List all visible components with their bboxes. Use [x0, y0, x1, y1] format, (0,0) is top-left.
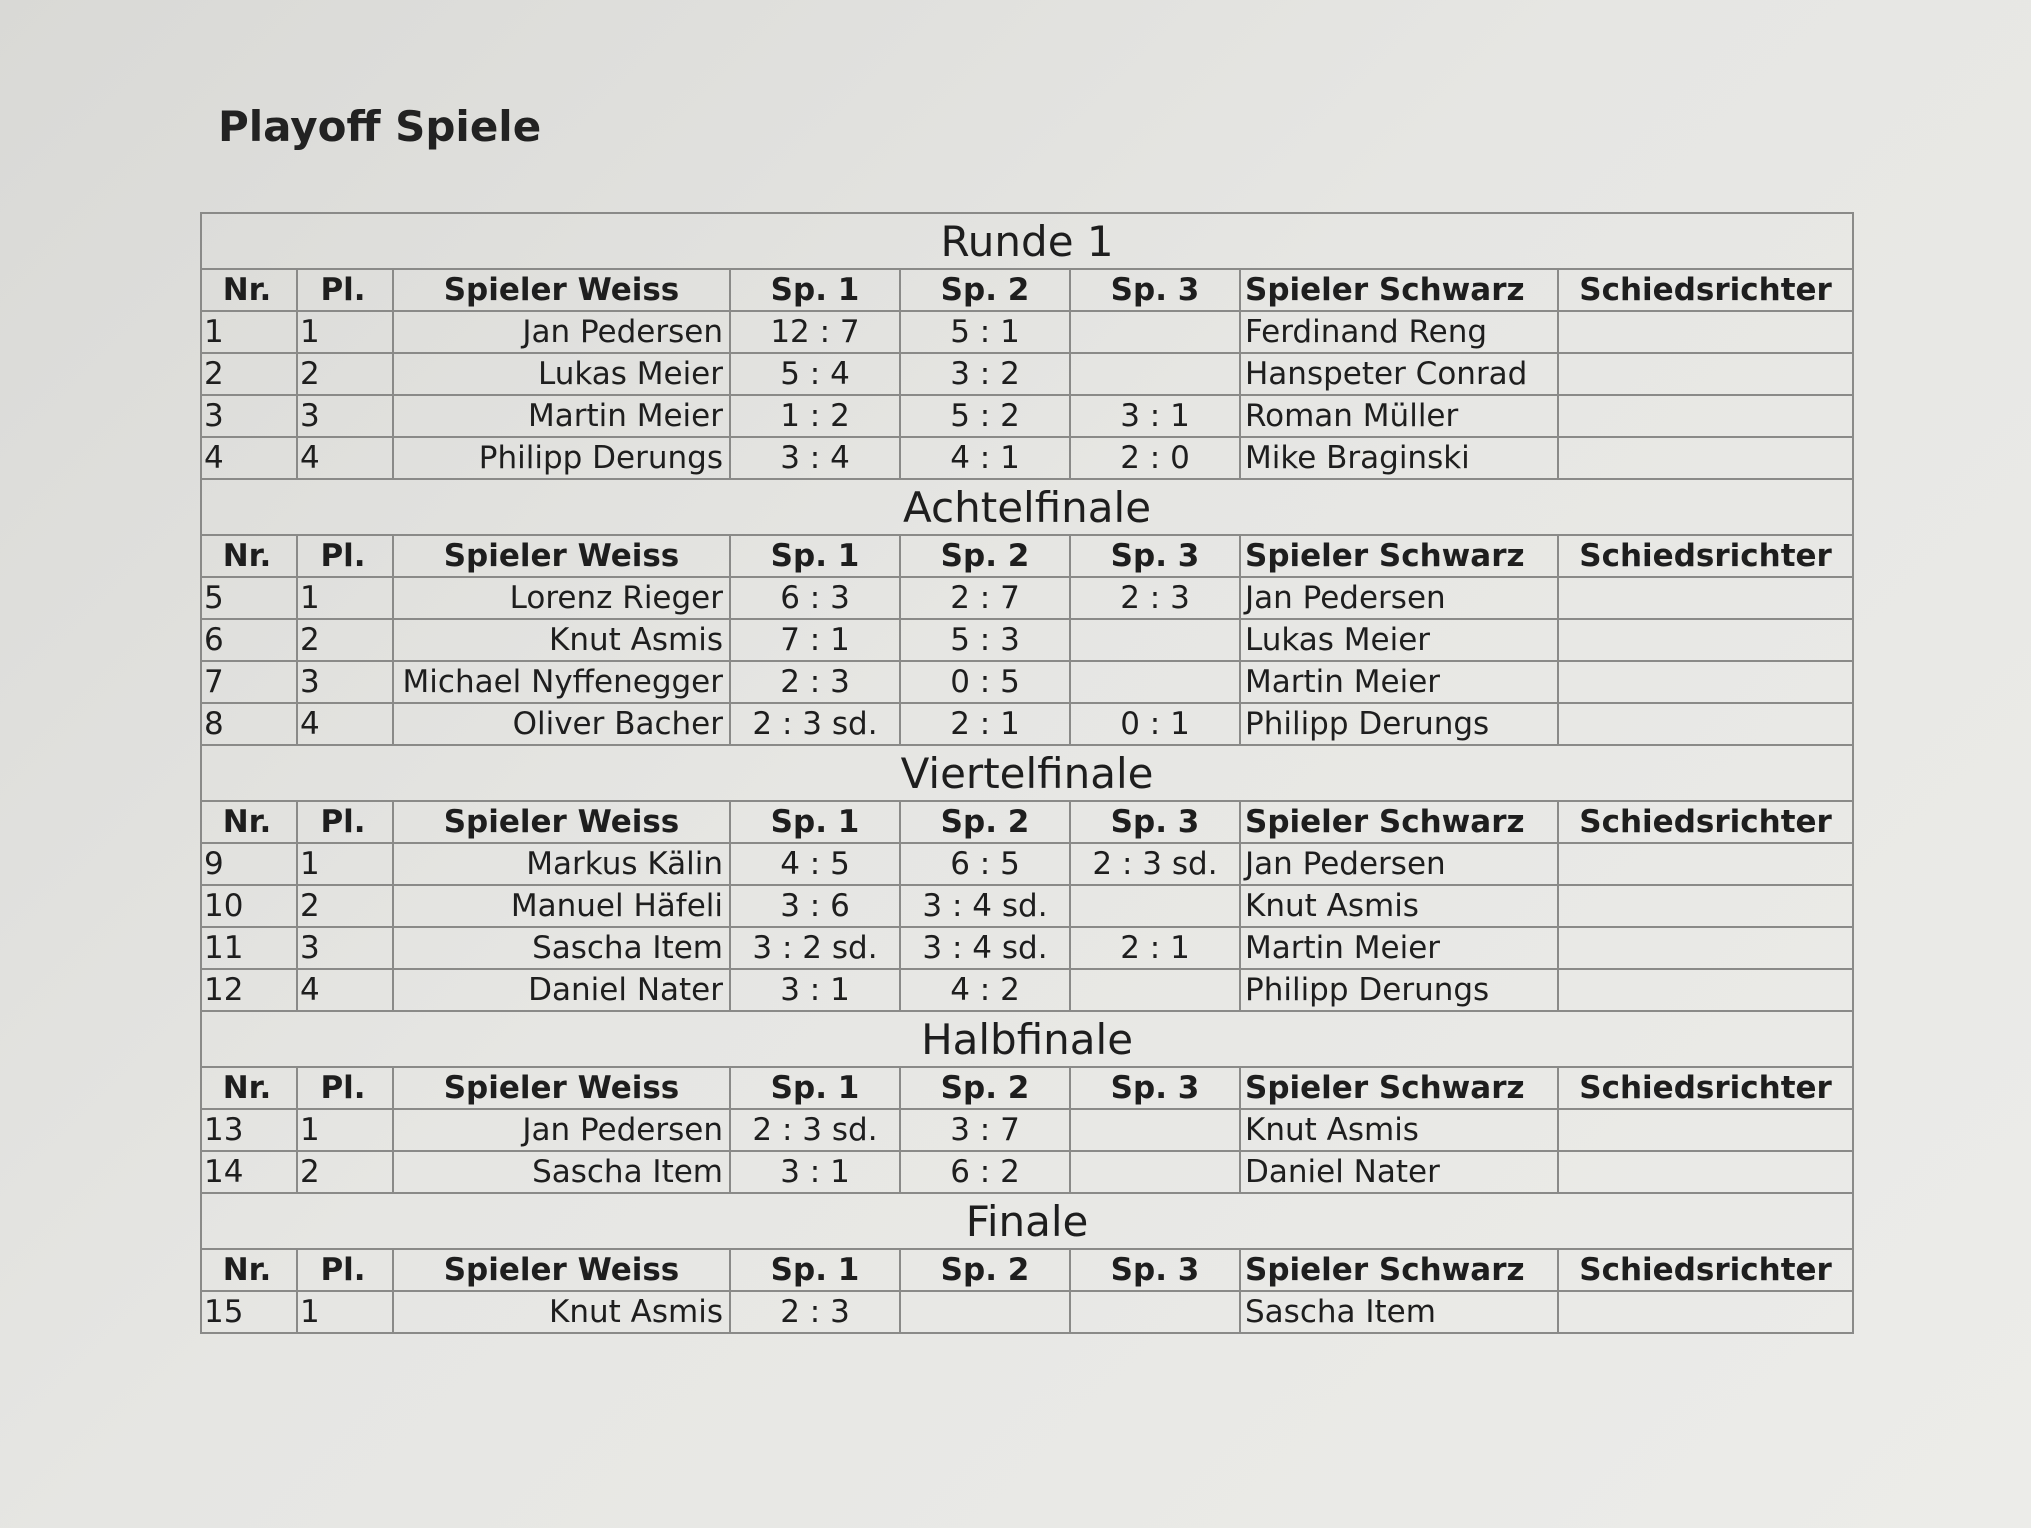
cell-pl: 1: [297, 1109, 393, 1151]
cell-spieler-schwarz: Knut Asmis: [1240, 885, 1558, 927]
header-sp1: Sp. 1: [730, 1249, 900, 1291]
cell-nr: 14: [201, 1151, 297, 1193]
cell-sp3: [1070, 619, 1240, 661]
cell-nr: 10: [201, 885, 297, 927]
table-row: [201, 395, 1853, 437]
table-row: [201, 437, 1853, 479]
cell-nr: 9: [201, 843, 297, 885]
round-heading: Achtelfinale: [201, 479, 1853, 535]
header-nr: Nr.: [201, 269, 297, 311]
round-heading-row: [201, 213, 1853, 269]
header-row: [201, 535, 1853, 577]
cell-spieler-weiss: Jan Pedersen: [393, 1109, 730, 1151]
cell-pl: 4: [297, 969, 393, 1011]
header-sp2: Sp. 2: [900, 801, 1070, 843]
header-schiedsrichter: Schiedsrichter: [1558, 1249, 1853, 1291]
cell-sp3: [1070, 1109, 1240, 1151]
header-pl: Pl.: [297, 1249, 393, 1291]
round-heading: Runde 1: [201, 213, 1853, 269]
cell-nr: 4: [201, 437, 297, 479]
round-heading-row: [201, 1193, 1853, 1249]
cell-sp1: 3 : 1: [730, 969, 900, 1011]
table-row: [201, 1109, 1853, 1151]
round-heading: Halbfinale: [201, 1011, 1853, 1067]
header-sp3: Sp. 3: [1070, 535, 1240, 577]
cell-nr: 11: [201, 927, 297, 969]
cell-spieler-schwarz: Sascha Item: [1240, 1291, 1558, 1333]
round-heading-row: [201, 479, 1853, 535]
table-row: [201, 843, 1853, 885]
header-sp1: Sp. 1: [730, 801, 900, 843]
cell-sp3: [1070, 1291, 1240, 1333]
header-spieler-schwarz: Spieler Schwarz: [1240, 535, 1558, 577]
cell-schiedsrichter: [1558, 703, 1853, 745]
cell-spieler-schwarz: Jan Pedersen: [1240, 577, 1558, 619]
header-sp2: Sp. 2: [900, 269, 1070, 311]
cell-schiedsrichter: [1558, 353, 1853, 395]
cell-sp3: 2 : 3 sd.: [1070, 843, 1240, 885]
cell-spieler-weiss: Michael Nyffenegger: [393, 661, 730, 703]
cell-sp2: 3 : 2: [900, 353, 1070, 395]
cell-pl: 1: [297, 843, 393, 885]
header-schiedsrichter: Schiedsrichter: [1558, 535, 1853, 577]
cell-spieler-schwarz: Jan Pedersen: [1240, 843, 1558, 885]
header-sp2: Sp. 2: [900, 535, 1070, 577]
header-nr: Nr.: [201, 535, 297, 577]
cell-spieler-weiss: Manuel Häfeli: [393, 885, 730, 927]
table-row: [201, 1291, 1853, 1333]
cell-spieler-schwarz: Daniel Nater: [1240, 1151, 1558, 1193]
cell-sp3: 3 : 1: [1070, 395, 1240, 437]
table-row: [201, 927, 1853, 969]
cell-sp1: 5 : 4: [730, 353, 900, 395]
cell-pl: 3: [297, 395, 393, 437]
cell-spieler-weiss: Lukas Meier: [393, 353, 730, 395]
cell-spieler-schwarz: Hanspeter Conrad: [1240, 353, 1558, 395]
header-sp3: Sp. 3: [1070, 1067, 1240, 1109]
header-schiedsrichter: Schiedsrichter: [1558, 801, 1853, 843]
cell-sp1: 3 : 4: [730, 437, 900, 479]
header-schiedsrichter: Schiedsrichter: [1558, 1067, 1853, 1109]
cell-sp1: 12 : 7: [730, 311, 900, 353]
table-row: [201, 885, 1853, 927]
cell-nr: 7: [201, 661, 297, 703]
cell-schiedsrichter: [1558, 927, 1853, 969]
cell-spieler-weiss: Sascha Item: [393, 1151, 730, 1193]
cell-sp1: 2 : 3: [730, 661, 900, 703]
header-sp3: Sp. 3: [1070, 1249, 1240, 1291]
cell-schiedsrichter: [1558, 311, 1853, 353]
playoff-table-container: [200, 212, 1852, 1334]
cell-pl: 2: [297, 353, 393, 395]
cell-pl: 2: [297, 885, 393, 927]
cell-sp2: 5 : 1: [900, 311, 1070, 353]
table-row: [201, 661, 1853, 703]
playoff-table-body: [201, 213, 1853, 1333]
cell-schiedsrichter: [1558, 1151, 1853, 1193]
cell-spieler-schwarz: Martin Meier: [1240, 661, 1558, 703]
header-nr: Nr.: [201, 1249, 297, 1291]
cell-pl: 1: [297, 1291, 393, 1333]
cell-sp2: 3 : 4 sd.: [900, 885, 1070, 927]
header-spieler-weiss: Spieler Weiss: [393, 535, 730, 577]
cell-schiedsrichter: [1558, 885, 1853, 927]
cell-pl: 4: [297, 703, 393, 745]
table-row: [201, 619, 1853, 661]
cell-schiedsrichter: [1558, 843, 1853, 885]
cell-schiedsrichter: [1558, 577, 1853, 619]
header-spieler-schwarz: Spieler Schwarz: [1240, 1249, 1558, 1291]
cell-spieler-weiss: Jan Pedersen: [393, 311, 730, 353]
cell-sp2: 3 : 4 sd.: [900, 927, 1070, 969]
cell-spieler-weiss: Oliver Bacher: [393, 703, 730, 745]
cell-spieler-weiss: Martin Meier: [393, 395, 730, 437]
page-title: Playoff Spiele: [218, 102, 542, 151]
header-pl: Pl.: [297, 269, 393, 311]
cell-spieler-schwarz: Lukas Meier: [1240, 619, 1558, 661]
cell-sp1: 2 : 3: [730, 1291, 900, 1333]
cell-sp2: 4 : 2: [900, 969, 1070, 1011]
round-heading: Viertelfinale: [201, 745, 1853, 801]
cell-sp1: 1 : 2: [730, 395, 900, 437]
header-spieler-weiss: Spieler Weiss: [393, 269, 730, 311]
table-row: [201, 311, 1853, 353]
cell-spieler-weiss: Philipp Derungs: [393, 437, 730, 479]
cell-sp2: 5 : 3: [900, 619, 1070, 661]
header-nr: Nr.: [201, 801, 297, 843]
cell-spieler-schwarz: Martin Meier: [1240, 927, 1558, 969]
cell-spieler-weiss: Markus Kälin: [393, 843, 730, 885]
header-pl: Pl.: [297, 801, 393, 843]
table-row: [201, 969, 1853, 1011]
cell-nr: 13: [201, 1109, 297, 1151]
cell-nr: 5: [201, 577, 297, 619]
header-pl: Pl.: [297, 1067, 393, 1109]
cell-spieler-weiss: Lorenz Rieger: [393, 577, 730, 619]
cell-sp1: 7 : 1: [730, 619, 900, 661]
round-heading-row: [201, 745, 1853, 801]
cell-schiedsrichter: [1558, 395, 1853, 437]
cell-pl: 3: [297, 927, 393, 969]
header-spieler-weiss: Spieler Weiss: [393, 801, 730, 843]
header-spieler-weiss: Spieler Weiss: [393, 1067, 730, 1109]
cell-sp1: 3 : 2 sd.: [730, 927, 900, 969]
cell-pl: 1: [297, 311, 393, 353]
cell-spieler-schwarz: Ferdinand Reng: [1240, 311, 1558, 353]
cell-spieler-schwarz: Knut Asmis: [1240, 1109, 1558, 1151]
header-sp3: Sp. 3: [1070, 801, 1240, 843]
cell-sp1: 2 : 3 sd.: [730, 1109, 900, 1151]
cell-sp1: 3 : 6: [730, 885, 900, 927]
round-heading: Finale: [201, 1193, 1853, 1249]
cell-nr: 1: [201, 311, 297, 353]
cell-schiedsrichter: [1558, 661, 1853, 703]
table-row: [201, 353, 1853, 395]
cell-spieler-weiss: Sascha Item: [393, 927, 730, 969]
cell-nr: 15: [201, 1291, 297, 1333]
cell-spieler-schwarz: Philipp Derungs: [1240, 969, 1558, 1011]
cell-pl: 3: [297, 661, 393, 703]
cell-sp3: [1070, 353, 1240, 395]
cell-sp3: 2 : 3: [1070, 577, 1240, 619]
cell-nr: 2: [201, 353, 297, 395]
header-spieler-schwarz: Spieler Schwarz: [1240, 801, 1558, 843]
cell-sp2: 5 : 2: [900, 395, 1070, 437]
header-row: [201, 1067, 1853, 1109]
header-sp1: Sp. 1: [730, 1067, 900, 1109]
header-row: [201, 269, 1853, 311]
cell-sp3: 2 : 1: [1070, 927, 1240, 969]
playoff-table: [200, 212, 1854, 1334]
cell-sp3: [1070, 311, 1240, 353]
header-pl: Pl.: [297, 535, 393, 577]
cell-sp2: 2 : 7: [900, 577, 1070, 619]
cell-spieler-schwarz: Mike Braginski: [1240, 437, 1558, 479]
cell-sp3: [1070, 1151, 1240, 1193]
cell-nr: 6: [201, 619, 297, 661]
cell-sp1: 4 : 5: [730, 843, 900, 885]
cell-sp2: 4 : 1: [900, 437, 1070, 479]
header-row: [201, 801, 1853, 843]
header-sp3: Sp. 3: [1070, 269, 1240, 311]
cell-schiedsrichter: [1558, 1291, 1853, 1333]
cell-sp3: 2 : 0: [1070, 437, 1240, 479]
header-schiedsrichter: Schiedsrichter: [1558, 269, 1853, 311]
cell-schiedsrichter: [1558, 437, 1853, 479]
cell-spieler-schwarz: Roman Müller: [1240, 395, 1558, 437]
cell-sp1: 3 : 1: [730, 1151, 900, 1193]
header-nr: Nr.: [201, 1067, 297, 1109]
cell-sp3: 0 : 1: [1070, 703, 1240, 745]
cell-sp1: 2 : 3 sd.: [730, 703, 900, 745]
cell-pl: 4: [297, 437, 393, 479]
header-spieler-weiss: Spieler Weiss: [393, 1249, 730, 1291]
header-row: [201, 1249, 1853, 1291]
cell-spieler-weiss: Knut Asmis: [393, 619, 730, 661]
header-sp2: Sp. 2: [900, 1249, 1070, 1291]
cell-pl: 2: [297, 1151, 393, 1193]
cell-schiedsrichter: [1558, 1109, 1853, 1151]
header-sp2: Sp. 2: [900, 1067, 1070, 1109]
cell-sp2: 2 : 1: [900, 703, 1070, 745]
cell-sp1: 6 : 3: [730, 577, 900, 619]
cell-spieler-schwarz: Philipp Derungs: [1240, 703, 1558, 745]
cell-sp2: 6 : 5: [900, 843, 1070, 885]
header-spieler-schwarz: Spieler Schwarz: [1240, 1067, 1558, 1109]
table-row: [201, 703, 1853, 745]
cell-nr: 3: [201, 395, 297, 437]
table-row: [201, 577, 1853, 619]
header-spieler-schwarz: Spieler Schwarz: [1240, 269, 1558, 311]
cell-schiedsrichter: [1558, 619, 1853, 661]
cell-pl: 1: [297, 577, 393, 619]
table-row: [201, 1151, 1853, 1193]
cell-nr: 8: [201, 703, 297, 745]
cell-sp2: 3 : 7: [900, 1109, 1070, 1151]
cell-sp2: 6 : 2: [900, 1151, 1070, 1193]
cell-sp3: [1070, 661, 1240, 703]
cell-spieler-weiss: Knut Asmis: [393, 1291, 730, 1333]
cell-nr: 12: [201, 969, 297, 1011]
cell-spieler-weiss: Daniel Nater: [393, 969, 730, 1011]
cell-sp2: [900, 1291, 1070, 1333]
cell-schiedsrichter: [1558, 969, 1853, 1011]
cell-pl: 2: [297, 619, 393, 661]
header-sp1: Sp. 1: [730, 269, 900, 311]
cell-sp3: [1070, 969, 1240, 1011]
cell-sp2: 0 : 5: [900, 661, 1070, 703]
cell-sp3: [1070, 885, 1240, 927]
header-sp1: Sp. 1: [730, 535, 900, 577]
round-heading-row: [201, 1011, 1853, 1067]
